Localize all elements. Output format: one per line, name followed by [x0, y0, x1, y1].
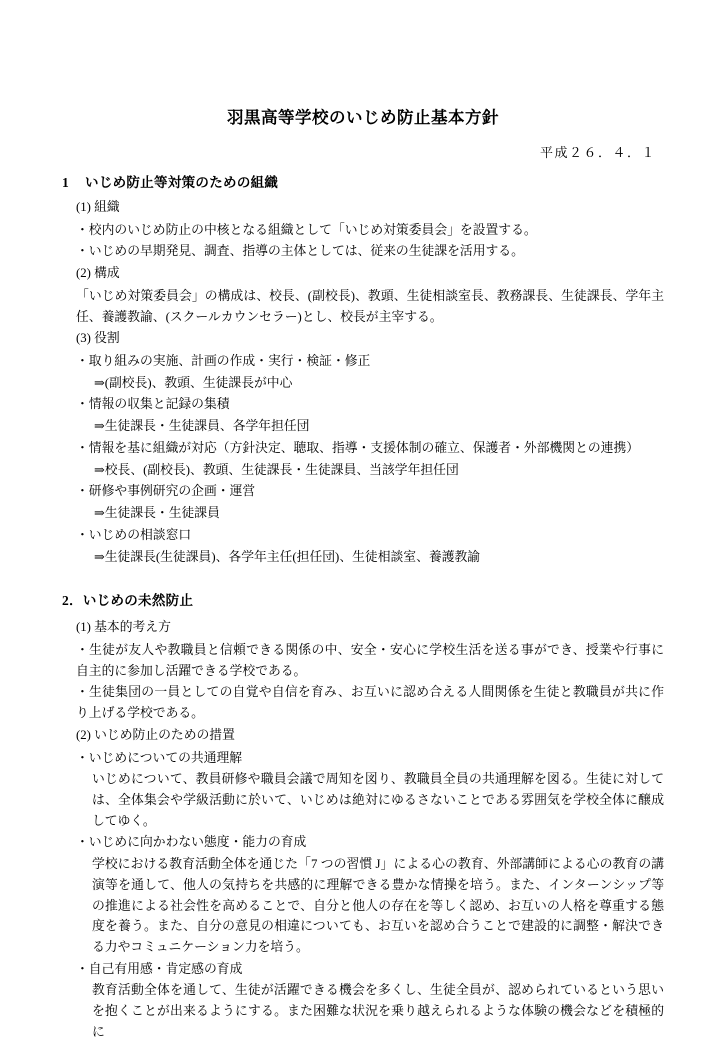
block: 教育活動全体を通して、生徒が活躍できる機会を多くし、生徒全員が、認められているという思いを抱くことが出来るようにする。また困難な状況を乗り越えられるような体験の機会などを積極的に — [92, 983, 664, 1039]
block: ⇒(副校長)、教頭、生徒課長が中心 — [94, 375, 293, 390]
block: ・いじめについての共通理解 — [76, 750, 243, 765]
block: ・情報を基に組織が対応（方針決定、聴取、指導・支援体制の確立、保護者・外部機関との連携） — [76, 440, 640, 455]
block: ⇒生徒課長・生徒課員、各学年担任団 — [94, 419, 310, 434]
section-2-title: いじめの未然防止 — [82, 593, 194, 609]
block: 「いじめ対策委員会」の構成は、校長、(副校長)、教頭、生徒相談室長、教務課長、生徒課長、学年主任、養護教諭、(スクールカウンセラー)とし、校長が主宰する。 — [76, 288, 664, 324]
block: ⇒生徒課長(生徒課員)、各学年主任(担任団)、生徒相談室、養護教諭 — [94, 549, 481, 564]
section-1 — [62, 171, 664, 567]
block: ・生徒が友人や教職員と信頼できる関係の中、安全・安心に学校生活を送る事ができ、授業や行事に自主的に参加し活躍できる学校である。 — [76, 642, 664, 678]
block: (2) 構成 — [76, 266, 120, 281]
block: ⇒校長、(副校長)、教頭、生徒課長・生徒課員、当該学年担任団 — [94, 462, 459, 477]
section-2 — [62, 589, 664, 1042]
block: ・生徒集団の一員としての自覚や自信を育み、お互いに認め合える人間関係を生徒と教職員が共に作り上げる学校である。 — [76, 685, 664, 721]
section-2-number: 2． — [62, 593, 83, 609]
block: 学校における教育活動全体を通じた「7 つの習慣 J」による心の教育、外部講師による心の教育の講演等を通して、他人の気持ちを共感的に理解できる豊かな情操を培う。また、インターンシップ等の推進による社会性を高めることで、自分と他人の存在を等しく認め、お互いの人格を尊重する態度を養う。また、自分の意見の相違についても、お互いを認め合うことで建設的に調整・解決できる力やコミュニケーション力を培う。 — [92, 857, 664, 954]
block: ・自己有用感・肯定感の育成 — [76, 961, 243, 976]
block: いじめについて、教員研修や職員会議で周知を図り、教職員全員の共通理解を図る。生徒に対しては、全体集会や学級活動に於いて、いじめは絶対にゆるさないことである雰囲気を学校全体に醸成してゆく。 — [92, 772, 664, 828]
section-2-heading — [62, 589, 664, 609]
block: ・いじめに向かわない態度・能力の育成 — [76, 835, 307, 850]
block: ・取り組みの実施、計画の作成・実行・検証・修正 — [76, 354, 371, 369]
block: ・いじめの早期発見、調査、指導の主体としては、従来の生徒課を活用する。 — [76, 244, 524, 259]
section-1-title: いじめ防止等対策のための組織 — [85, 175, 279, 190]
block: (2) いじめ防止のための措置 — [76, 727, 235, 742]
block: (1) 組織 — [76, 200, 120, 214]
block: ・校内のいじめ防止の中核となる組織として「いじめ対策委員会」を設置する。 — [76, 222, 537, 237]
page-title: 羽黒高等学校のいじめ防止基本方針 — [227, 108, 499, 127]
block: ・研修や事例研究の企画・運営 — [76, 484, 256, 499]
block: (1) 基本的考え方 — [76, 620, 171, 635]
block: ・いじめの相談窓口 — [76, 527, 192, 542]
block: ⇒生徒課長・生徒課員 — [94, 506, 220, 521]
section-1-number: 1 — [62, 175, 70, 190]
block: (3) 役割 — [76, 331, 120, 346]
document-date: 平成２６．４．１ — [539, 145, 656, 160]
section-1-heading — [62, 171, 664, 191]
block: ・情報の収集と記録の集積 — [76, 397, 230, 412]
